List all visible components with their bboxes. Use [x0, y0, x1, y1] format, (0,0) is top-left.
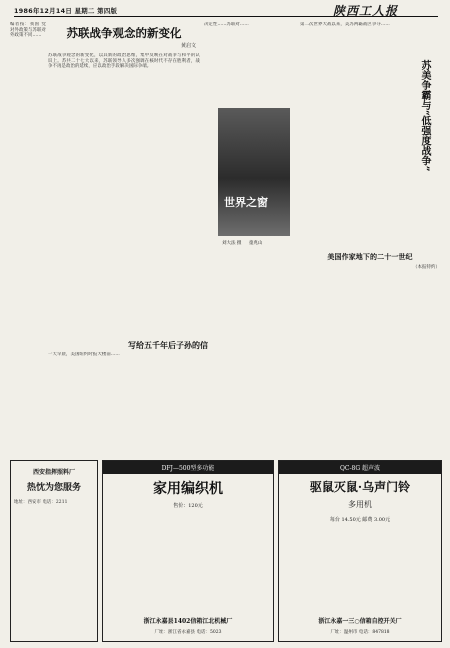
- article-body: 苏联战争观念的新变化，以其新的政治思维，集中反映在对战争与和平的认识上。苏共二十七大以来，苏联领导人多次强调在核时代不存在胜利者，战争不再是政治的延续，应以政治手段解决国际争端。: [48, 53, 200, 70]
- ad-dfj: [102, 460, 274, 642]
- article-author: 黄启文: [180, 43, 196, 49]
- underground-credit: （本报特约）: [413, 265, 440, 270]
- underground-article: [300, 250, 440, 410]
- masthead: [14, 4, 438, 17]
- ad-left-title: 西安指挥照料厂: [32, 469, 75, 476]
- ad-dfj-label: DFJ—500型多功能: [103, 461, 273, 474]
- sun-article: [48, 340, 288, 450]
- side-title: 苏美争霸与“低强度战争”: [419, 60, 430, 172]
- ad-dfj-addr: 厂址：浙江省永嘉县 电话：5023: [154, 630, 222, 635]
- underground-headline: 美国作家地下的二十一世纪: [327, 252, 413, 261]
- ad-dfj-company: 浙江永嘉县1402信箱江北机械厂: [143, 618, 233, 625]
- ad-left-contact: 地址：西安市 电话：2211: [14, 500, 68, 505]
- editor-note: 编者按：我国 党对外政策与苏联对外政策不同……: [10, 22, 46, 39]
- ad-mouse-price: 每台 14.50元 邮费 3.00元: [329, 517, 391, 523]
- ad-left: [10, 460, 98, 642]
- ad-mouse-sub: 多用机: [348, 500, 372, 509]
- ad-left-subtitle: 热忱为您服务: [26, 483, 81, 493]
- ad-mouse-label: QC-8G 超声波: [279, 461, 441, 474]
- article-column: 决定性……苏联对……: [204, 22, 249, 27]
- world-window-photo: [218, 108, 290, 236]
- newspaper-title: 陕西工人报: [332, 4, 398, 18]
- ad-mouse: [278, 460, 442, 642]
- article-headline: 苏联战争观念的新变化: [66, 26, 182, 40]
- right-column-top: 第二次世界大战以来，美苏两霸战区争夺……: [300, 22, 390, 27]
- ad-mouse-addr: 厂址：温州市 电话：847818: [330, 630, 390, 635]
- photo-credit: 刘大法 摄 童兆山: [222, 241, 263, 246]
- issue-date: 1986年12月14日 星期二 第四版: [14, 7, 118, 15]
- ad-mouse-company: 浙江永嘉一三○信箱自控开关厂: [318, 618, 402, 625]
- soviet-article: [48, 22, 200, 322]
- sun-body: 一天早晨，美国纽约时报大楼前……: [48, 352, 120, 357]
- ad-dfj-name: 家用编织机: [153, 481, 223, 497]
- photo-caption: 世界之窗: [224, 196, 268, 209]
- ad-dfj-price: 售价：120元: [173, 503, 203, 509]
- ad-mouse-name: 驱鼠灭鼠·乌声门铃: [309, 480, 411, 494]
- sun-headline: 写给五千年后子孙的信: [128, 340, 208, 350]
